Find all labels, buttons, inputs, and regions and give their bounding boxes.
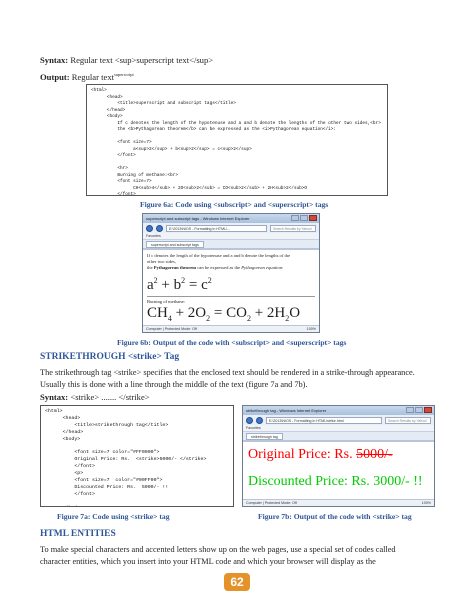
code-box-6a bbox=[86, 84, 388, 196]
forward-icon[interactable] bbox=[256, 417, 263, 424]
address-bar bbox=[143, 223, 319, 233]
figure-6a-caption: Figure 6a: Code using <subscript> and <superscript> tags bbox=[140, 200, 329, 209]
window-controls bbox=[291, 215, 317, 221]
status-text: Computer | Protected Mode: Off bbox=[146, 327, 197, 331]
figure-7b-caption: Figure 7b: Output of the code with <strike> tag bbox=[258, 512, 412, 521]
zoom-level-7b[interactable]: 100% bbox=[421, 501, 431, 505]
browser-title: superscript and subscript tags - Windows Internet Explorer bbox=[146, 216, 250, 221]
browser-title-7b: strikethrough tag - Windows Internet Explorer bbox=[246, 408, 327, 413]
close-icon[interactable] bbox=[309, 215, 317, 221]
strike-paragraph-2: Usually this is done with a line through the middle of the text (figure 7a and 7b). bbox=[40, 380, 308, 389]
eq1-sup3: 2 bbox=[207, 276, 212, 285]
maximize-icon[interactable] bbox=[300, 215, 308, 221]
syntax-text: Regular text <sup>superscript text</sup> bbox=[70, 55, 214, 65]
eq2-sub4: 2 bbox=[285, 314, 290, 323]
output-sup: superscript bbox=[114, 72, 134, 77]
eq2-sub1: 4 bbox=[167, 314, 172, 323]
address-input-7b[interactable]: E:\2013\NIOS - Formatting in HTML\strike.html bbox=[266, 417, 382, 424]
tab-bar-7b bbox=[243, 432, 434, 441]
browser-window-7b bbox=[242, 405, 435, 507]
eq2-o: O bbox=[289, 305, 301, 321]
status-bar-7b bbox=[243, 499, 434, 506]
tab-bar bbox=[143, 240, 319, 249]
status-bar bbox=[143, 325, 319, 332]
eq1-c: = c bbox=[185, 277, 208, 293]
address-bar-7b bbox=[243, 415, 434, 425]
output-line bbox=[40, 69, 134, 83]
back-icon[interactable] bbox=[146, 225, 153, 232]
eq2-sub2: 2 bbox=[206, 314, 211, 323]
burning-label: Burning of methane: bbox=[147, 299, 186, 304]
eq1-a: a bbox=[147, 277, 154, 293]
text-line-3 bbox=[147, 265, 315, 271]
text-3b: Pythagorean theorem bbox=[153, 265, 197, 270]
syntax-strike-line bbox=[40, 392, 150, 403]
minimize-icon[interactable] bbox=[291, 215, 299, 221]
eq2-sub3: 2 bbox=[246, 314, 251, 323]
back-icon[interactable] bbox=[246, 417, 253, 424]
eq2-o2: + 2O bbox=[171, 305, 207, 321]
output-label: Output: bbox=[40, 71, 70, 82]
text-line-2: other two sides, bbox=[147, 259, 176, 264]
zoom-level[interactable]: 100% bbox=[306, 327, 316, 331]
favorites-bar-7b bbox=[243, 425, 434, 432]
text-3c: can be expressed as the bbox=[196, 265, 242, 270]
window-controls-7b bbox=[406, 407, 432, 413]
eq2-ch: CH bbox=[147, 305, 168, 321]
strike-paragraph-1: The strikethrough tag <strike> specifies that the enclosed text should be rendered in a strike-through appearance. bbox=[40, 368, 415, 377]
original-price bbox=[248, 446, 429, 463]
html-entities-heading: HTML ENTITIES bbox=[40, 529, 116, 539]
code-7a: <html> <head> <title>strikethrough tag</title> </head> <body> <font size=7 color="#FF0000"> Original Price: Rs. <strike>5000/- </strike> </font> <p> <font size=7 color="#00FF00"> Discounted Price: Rs. 5000/- !! </font> bbox=[45, 409, 207, 497]
code-box-7a bbox=[40, 405, 234, 507]
discounted-price: Discounted Price: Rs. 3000/- !! bbox=[248, 474, 423, 489]
figure-6b-caption: Figure 6b: Output of the code with <subscript> and <superscript> tags bbox=[117, 338, 347, 347]
text-3a: the bbox=[147, 265, 154, 270]
syntax-line bbox=[40, 55, 213, 66]
original-price-value: 5000/- bbox=[356, 447, 393, 462]
browser-tab-7b[interactable]: strikethrough tag bbox=[246, 433, 283, 440]
browser-window-6b bbox=[142, 213, 320, 333]
page-number-badge: 62 bbox=[224, 573, 250, 591]
page-content-7b bbox=[243, 441, 434, 499]
entities-paragraph-1: To make special characters and accented letters show up on the web pages, use a special set of codes called bbox=[40, 545, 396, 554]
maximize-icon[interactable] bbox=[415, 407, 423, 413]
eq1-b: + b bbox=[157, 277, 182, 293]
text-3e: : bbox=[282, 265, 284, 270]
syntax-strike-text: <strike> ....... </strike> bbox=[70, 392, 150, 402]
close-icon[interactable] bbox=[424, 407, 432, 413]
equation-pythagoras bbox=[147, 272, 315, 294]
syntax-strike-label: Syntax: bbox=[40, 392, 69, 402]
minimize-icon[interactable] bbox=[406, 407, 414, 413]
text-line-1: If c denotes the length of the hypotenuse and a and b denote the lengths of the bbox=[147, 253, 291, 258]
eq2-h: + 2H bbox=[250, 305, 286, 321]
favorites-label-7b[interactable]: Favorites bbox=[246, 426, 261, 430]
favorites-label[interactable]: Favorites bbox=[146, 234, 161, 238]
search-input-7b[interactable]: Search Results by Yahoo! bbox=[385, 417, 431, 424]
eq1-sup1: 2 bbox=[153, 276, 158, 285]
output-text: Regular text bbox=[71, 71, 115, 82]
forward-icon[interactable] bbox=[156, 225, 163, 232]
eq1-sup2: 2 bbox=[181, 276, 186, 285]
browser-titlebar-7b bbox=[243, 406, 434, 415]
page-content-6b bbox=[143, 249, 319, 325]
entities-paragraph-2: character entities, which you insert into your HTML code and which your browser will display as the bbox=[40, 557, 376, 566]
eq2-co: = CO bbox=[210, 305, 247, 321]
equation-methane bbox=[147, 305, 315, 327]
syntax-label: Syntax: bbox=[40, 55, 69, 65]
favorites-bar bbox=[143, 233, 319, 240]
browser-tab[interactable]: superscript and subscript tags bbox=[146, 241, 204, 248]
status-text-7b: Computer | Protected Mode: Off bbox=[246, 501, 297, 505]
figure-7a-caption: Figure 7a: Code using <strike> tag bbox=[57, 512, 170, 521]
original-price-label: Original Price: Rs. bbox=[248, 447, 357, 462]
browser-titlebar bbox=[143, 214, 319, 223]
text-3d: Pythagorean equation bbox=[241, 265, 283, 270]
code-6a: <html> <head> <title>superscript and subscript tags</title> </head> <body> If c denotes the length of the hypotenuse and a and b denote the lengths of the other two sides,<br> the <b>Pythagorean theorem</b> can be expressed as the <i>Pythagorean equation</i>: <font size=7> a<sup>2</sup> + b<sup>2</sup> = c<sup>2</sup> </font> <hr> Burning of methane:<br> <font size=7> CH<sub>4</sub> + 2O<sub>2</sub> = CO<sub>2</sub> + 2H<sub>2</sub>O </font> bbox=[91, 88, 381, 196]
hr-divider bbox=[147, 296, 315, 297]
strikethrough-heading: STRIKETHROUGH <strike> Tag bbox=[40, 352, 180, 362]
search-input[interactable]: Search Results by Yahoo! bbox=[270, 225, 316, 232]
address-input[interactable]: E:\2013\NIOS - Formatting in HTML\... bbox=[166, 225, 267, 232]
